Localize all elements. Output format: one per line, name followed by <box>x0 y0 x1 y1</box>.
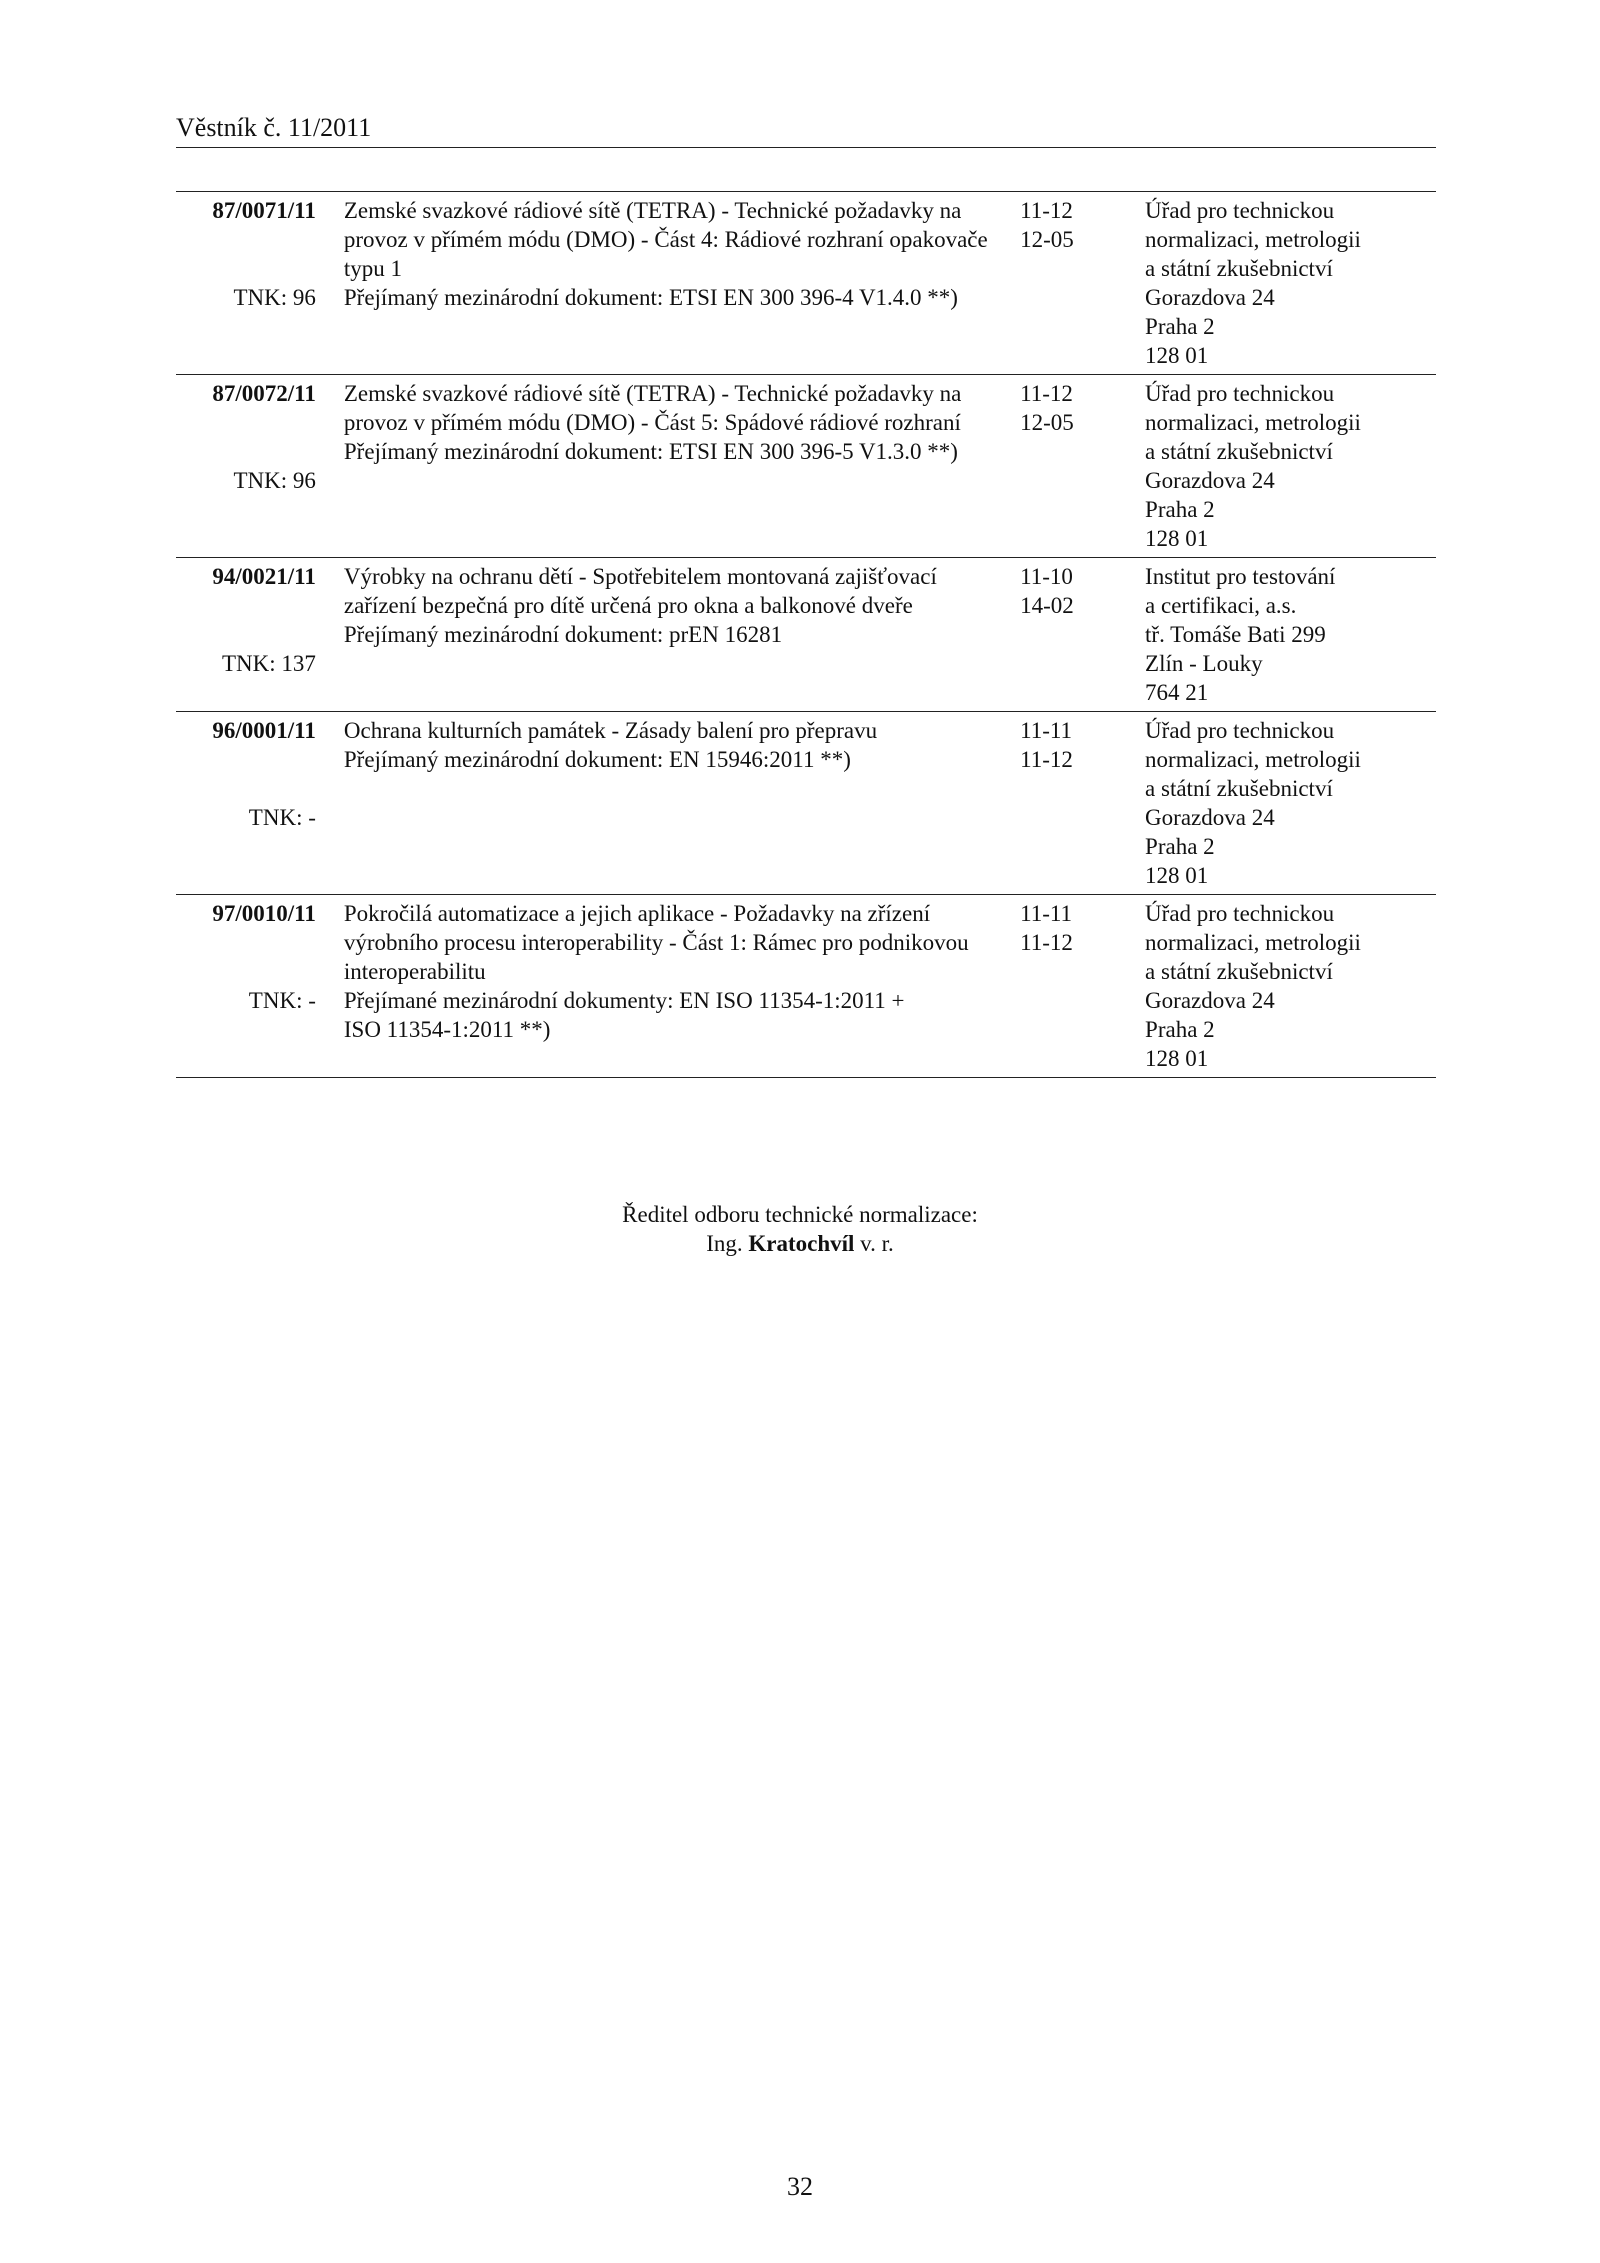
date-value: 14-02 <box>1020 593 1074 618</box>
tnk-label: TNK: - <box>248 988 316 1013</box>
title-line: Přejímaný mezinárodní dokument: ETSI EN 300 396-4 V1.4.0 **) <box>343 285 958 310</box>
address-line: Praha 2 <box>1145 1017 1215 1042</box>
address-line: Gorazdova 24 <box>1145 468 1275 493</box>
title-line: ISO 11354-1:2011 **) <box>343 1017 551 1042</box>
bulletin-title: Věstník č. 11/2011 <box>176 113 372 142</box>
date-value: 12-05 <box>1020 227 1074 252</box>
standard-title-cell <box>316 712 1004 895</box>
address-line: normalizaci, metrologii <box>1145 227 1361 252</box>
signature-suffix: v. r. <box>860 1231 894 1256</box>
address-line: a certifikaci, a.s. <box>1145 593 1297 618</box>
address-line: Institut pro testování <box>1145 564 1336 589</box>
address-line: a státní zkušebnictví <box>1145 959 1333 984</box>
standards-table <box>176 191 1436 1078</box>
address-cell <box>1145 712 1436 895</box>
address-cell <box>1145 558 1436 712</box>
address-line: normalizaci, metrologii <box>1145 747 1361 772</box>
address-line: Gorazdova 24 <box>1145 805 1275 830</box>
address-line: Gorazdova 24 <box>1145 988 1275 1013</box>
standard-code: 96/0001/11 <box>212 718 316 743</box>
signature-name: Kratochvíl <box>748 1231 855 1256</box>
title-line: zařízení bezpečná pro dítě určená pro okna a balkonové dveře <box>343 593 913 618</box>
address-line: Úřad pro technickou <box>1145 198 1335 223</box>
date-value: 11-12 <box>1020 381 1073 406</box>
tnk-label: TNK: 96 <box>233 285 316 310</box>
title-line: Zemské svazkové rádiové sítě (TETRA) - Technické požadavky na <box>343 381 962 406</box>
date-value: 11-12 <box>1020 198 1073 223</box>
address-cell <box>1145 192 1436 375</box>
standard-code-cell <box>176 712 316 895</box>
title-line: Přejímané mezinárodní dokumenty: EN ISO 11354-1:2011 + <box>343 988 905 1013</box>
signature-role: Ředitel odboru technické normalizace: <box>622 1202 978 1227</box>
title-line: provoz v přímém módu (DMO) - Část 5: Spádové rádiové rozhraní <box>343 410 961 435</box>
date-value: 11-12 <box>1020 930 1073 955</box>
dates-cell <box>1004 895 1145 1078</box>
address-line: 128 01 <box>1145 863 1209 888</box>
address-line: a státní zkušebnictví <box>1145 439 1333 464</box>
tnk-label: TNK: 96 <box>233 468 316 493</box>
dates-cell <box>1004 712 1145 895</box>
standard-title-cell <box>316 895 1004 1078</box>
address-line: 128 01 <box>1145 343 1209 368</box>
title-line: Zemské svazkové rádiové sítě (TETRA) - Technické požadavky na <box>343 198 962 223</box>
standard-code: 87/0072/11 <box>212 381 316 406</box>
address-line: 764 21 <box>1145 680 1209 705</box>
standard-code: 94/0021/11 <box>212 564 316 589</box>
standard-code-cell <box>176 558 316 712</box>
date-value: 11-10 <box>1020 564 1073 589</box>
standard-title-cell <box>316 558 1004 712</box>
address-line: Praha 2 <box>1145 834 1215 859</box>
address-line: tř. Tomáše Bati 299 <box>1145 622 1326 647</box>
title-line: interoperabilitu <box>343 959 486 984</box>
address-line: Zlín - Louky <box>1145 651 1263 676</box>
address-line: a státní zkušebnictví <box>1145 776 1333 801</box>
address-line: 128 01 <box>1145 526 1209 551</box>
title-line: Ochrana kulturních památek - Zásady balení pro přepravu <box>343 718 878 743</box>
table-row <box>176 558 1436 712</box>
page-header <box>176 113 1436 148</box>
dates-cell <box>1004 558 1145 712</box>
tnk-label: TNK: 137 <box>221 651 316 676</box>
address-line: Praha 2 <box>1145 314 1215 339</box>
standards-table-body <box>176 192 1436 1078</box>
title-line: Přejímaný mezinárodní dokument: EN 15946:2011 **) <box>343 747 851 772</box>
address-line: a státní zkušebnictví <box>1145 256 1333 281</box>
table-row <box>176 895 1436 1078</box>
standard-code-cell <box>176 375 316 558</box>
dates-cell <box>1004 375 1145 558</box>
date-value: 12-05 <box>1020 410 1074 435</box>
title-line: Pokročilá automatizace a jejich aplikace - Požadavky na zřízení <box>343 901 931 926</box>
page-number: 32 <box>787 2172 813 2201</box>
tnk-label: TNK: - <box>248 805 316 830</box>
date-value: 11-12 <box>1020 747 1073 772</box>
address-cell <box>1145 895 1436 1078</box>
date-value: 11-11 <box>1020 718 1073 743</box>
standard-title-cell <box>316 375 1004 558</box>
address-line: normalizaci, metrologii <box>1145 410 1361 435</box>
standard-code-cell <box>176 192 316 375</box>
dates-cell <box>1004 192 1145 375</box>
title-line: typu 1 <box>343 256 403 281</box>
title-line: výrobního procesu interoperability - Část 1: Rámec pro podnikovou <box>343 930 969 955</box>
address-line: normalizaci, metrologii <box>1145 930 1361 955</box>
address-line: Úřad pro technickou <box>1145 381 1335 406</box>
standard-code-cell <box>176 895 316 1078</box>
signature-prefix: Ing. <box>706 1231 743 1256</box>
address-line: 128 01 <box>1145 1046 1209 1071</box>
signature-block <box>0 1200 1600 1258</box>
table-row <box>176 712 1436 895</box>
table-row <box>176 192 1436 375</box>
table-row <box>176 375 1436 558</box>
title-line: Výrobky na ochranu dětí - Spotřebitelem montovaná zajišťovací <box>343 564 937 589</box>
address-line: Úřad pro technickou <box>1145 901 1335 926</box>
standard-code: 87/0071/11 <box>212 198 316 223</box>
date-value: 11-11 <box>1020 901 1073 926</box>
title-line: Přejímaný mezinárodní dokument: prEN 16281 <box>343 622 783 647</box>
title-line: provoz v přímém módu (DMO) - Část 4: Rádiové rozhraní opakovače <box>343 227 988 252</box>
standard-title-cell <box>316 192 1004 375</box>
address-line: Praha 2 <box>1145 497 1215 522</box>
title-line: Přejímaný mezinárodní dokument: ETSI EN 300 396-5 V1.3.0 **) <box>343 439 958 464</box>
address-cell <box>1145 375 1436 558</box>
signature-name-line <box>0 1229 1600 1258</box>
standard-code: 97/0010/11 <box>212 901 316 926</box>
address-line: Úřad pro technickou <box>1145 718 1335 743</box>
address-line: Gorazdova 24 <box>1145 285 1275 310</box>
